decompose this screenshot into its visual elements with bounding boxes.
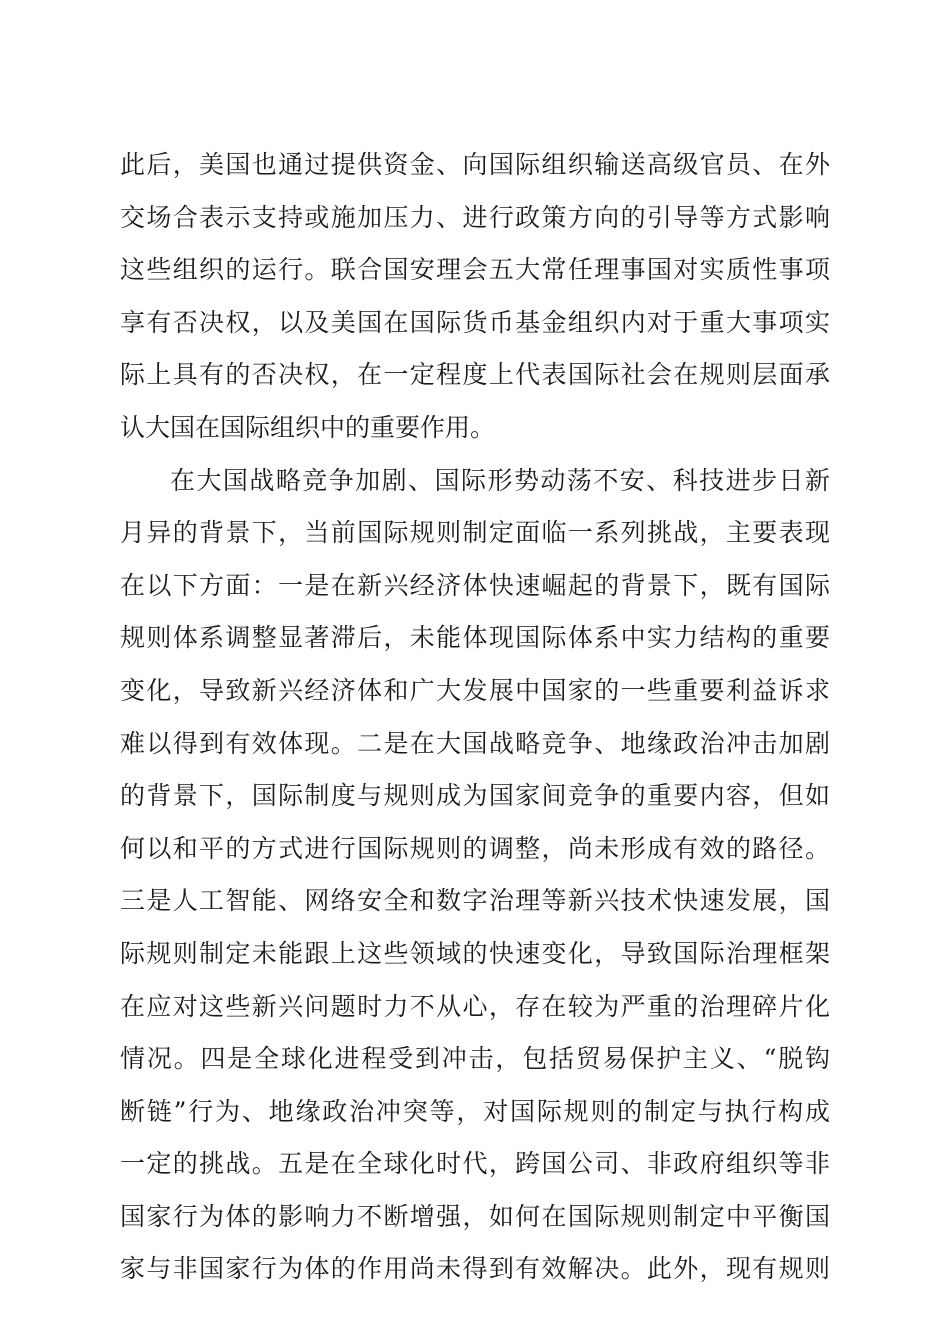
text-line: 交场合表示支持或施加压力、进行政策方向的引导等方式影响: [120, 202, 830, 232]
text-line: 家与非国家行为体的作用尚未得到有效解决。此外，现有规则: [120, 1254, 830, 1284]
text-line: 在大国战略竞争加剧、国际形势动荡不安、科技进步日新: [170, 465, 830, 495]
text-line: 际上具有的否决权，在一定程度上代表国际社会在规则层面承: [120, 360, 830, 390]
text-line: 此后，美国也通过提供资金、向国际组织输送高级官员、在外: [120, 150, 830, 179]
text-line: 享有否决权，以及美国在国际货币基金组织内对于重大事项实: [120, 307, 830, 337]
text-line: 认大国在国际组织中的重要作用。: [120, 412, 496, 442]
text-line: 月异的背景下，当前国际规则制定面临一系列挑战，主要表现: [120, 518, 830, 548]
text-line: 在以下方面：一是在新兴经济体快速崛起的背景下，既有国际: [120, 570, 830, 600]
body-text: [120, 139, 830, 1296]
paragraph-2: [120, 455, 830, 1297]
text-line: 变化，导致新兴经济体和广大发展中国家的一些重要利益诉求: [120, 675, 830, 705]
text-line: 一定的挑战。五是在全球化时代，跨国公司、非政府组织等非: [120, 1149, 830, 1179]
text-line: 三是人工智能、网络安全和数字治理等新兴技术快速发展，国: [120, 886, 830, 916]
text-line: 情况。四是全球化进程受到冲击，包括贸易保护主义、“脱钩: [120, 1044, 830, 1074]
text-line: 国家行为体的影响力不断增强，如何在国际规则制定中平衡国: [120, 1201, 830, 1231]
text-line: 的背景下，国际制度与规则成为国家间竞争的重要内容，但如: [120, 781, 830, 811]
text-line: 断链”行为、地缘政治冲突等，对国际规则的制定与执行构成: [120, 1096, 830, 1126]
text-line: 何以和平的方式进行国际规则的调整，尚未形成有效的路径。: [120, 833, 830, 863]
text-line: 这些组织的运行。联合国安理会五大常任理事国对实质性事项: [120, 255, 830, 285]
text-line: 难以得到有效体现。二是在大国战略竞争、地缘政治冲击加剧: [120, 728, 830, 758]
text-line: 规则体系调整显著滞后，未能体现国际体系中实力结构的重要: [120, 623, 830, 653]
text-line: 在应对这些新兴问题时力不从心，存在较为严重的治理碎片化: [120, 991, 830, 1021]
paragraph-1: [120, 139, 830, 455]
text-line: 际规则制定未能跟上这些领域的快速变化，导致国际治理框架: [120, 938, 830, 968]
